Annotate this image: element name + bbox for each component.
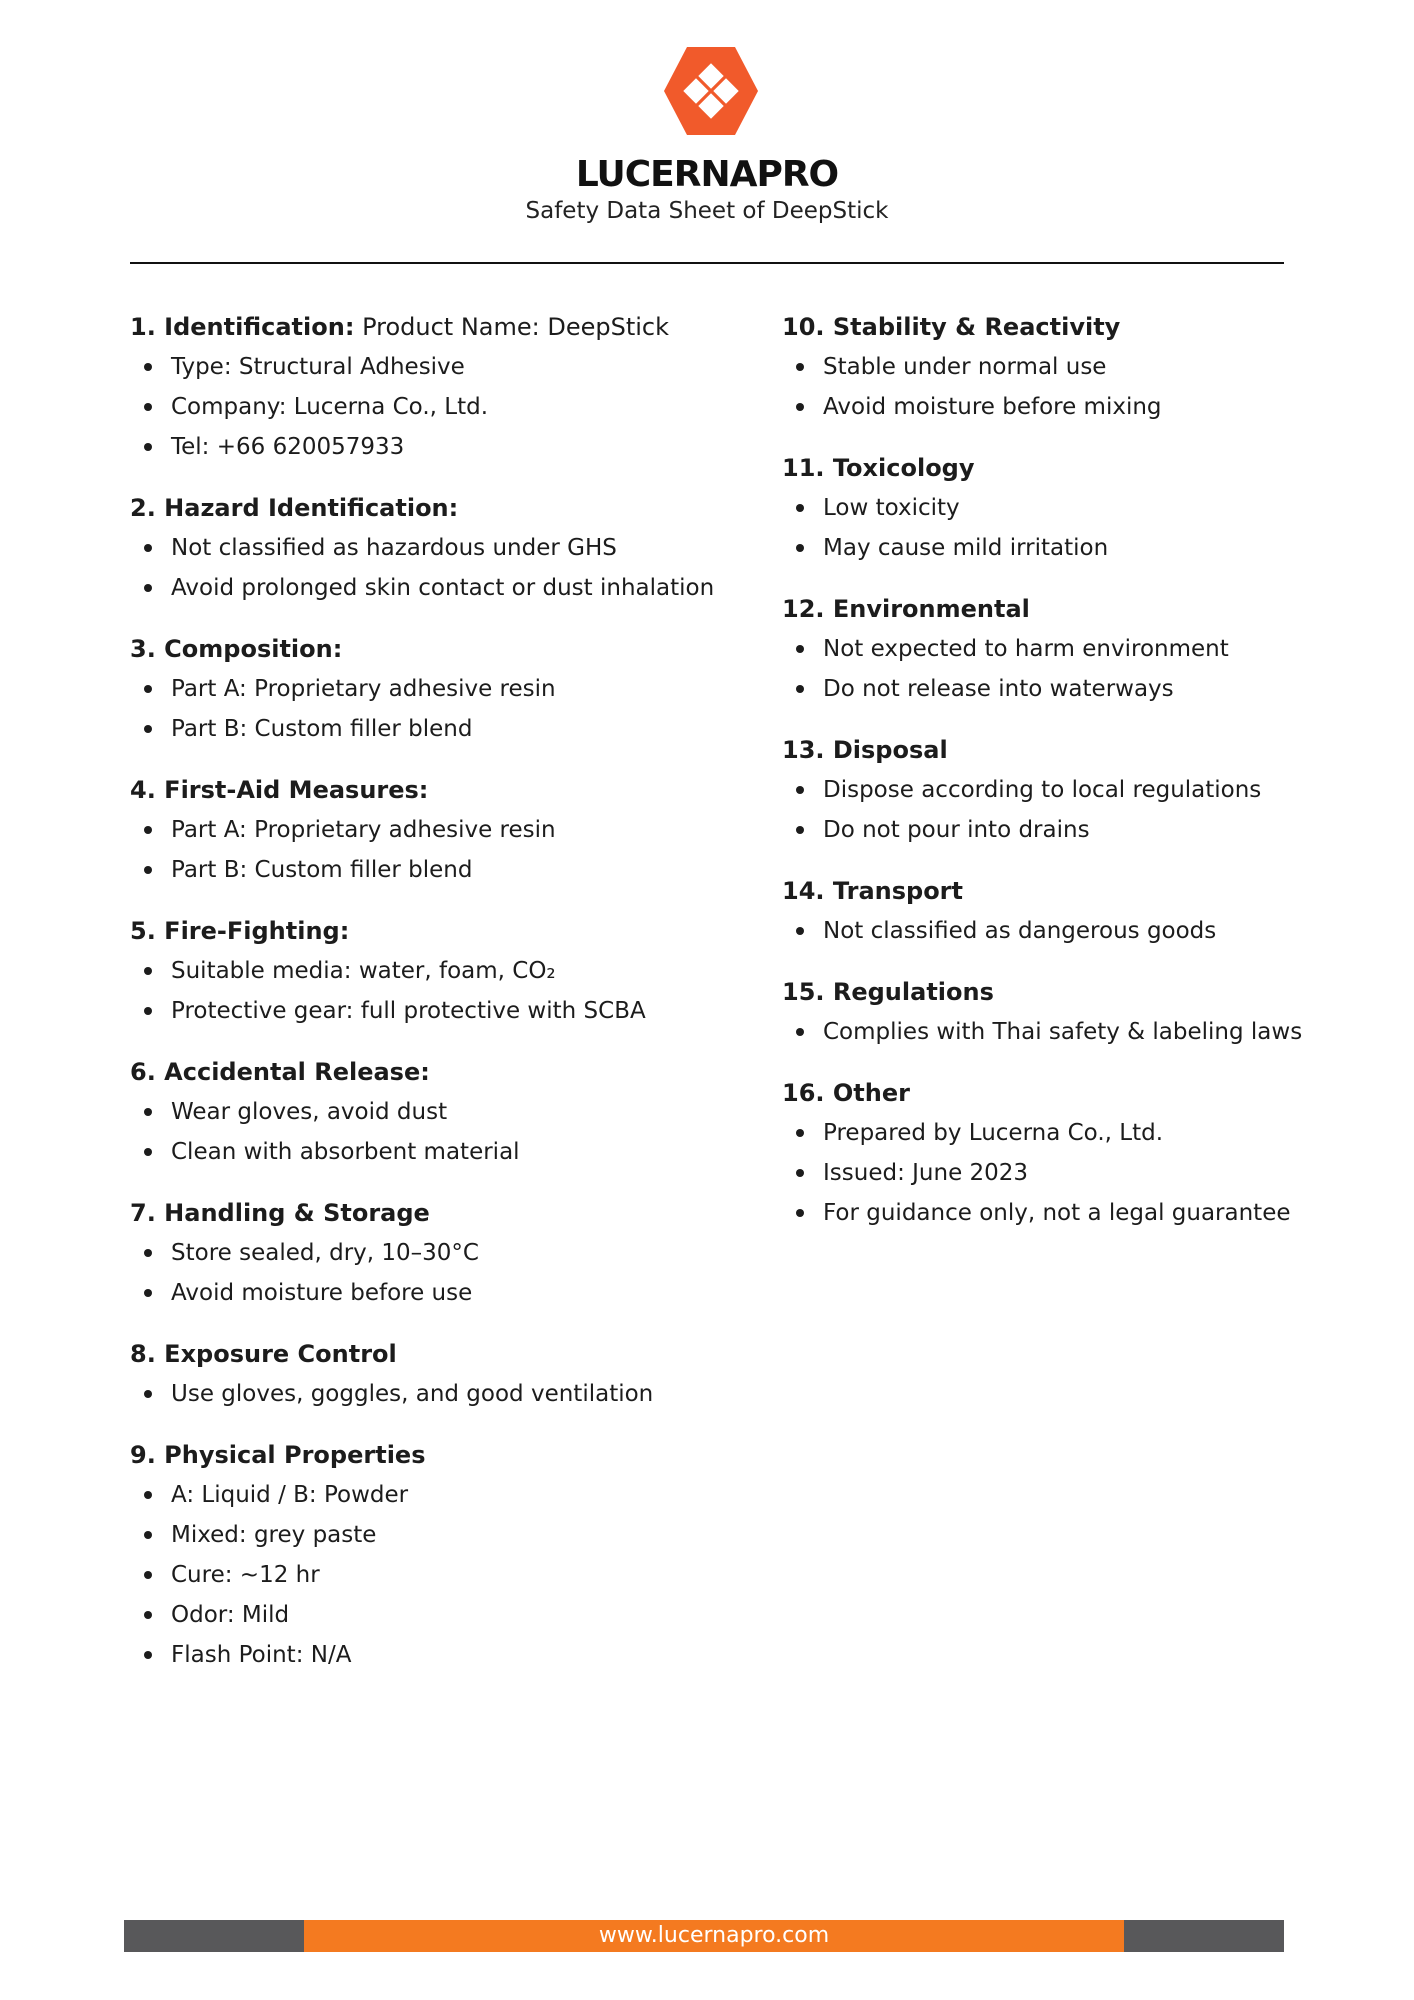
bullet-item: Clean with absorbent material [130, 1132, 750, 1172]
bullet-item: Prepared by Lucerna Co., Ltd. [782, 1113, 1402, 1153]
section-bullet-list [782, 1012, 1402, 1052]
section-heading [782, 307, 1402, 347]
section-heading [782, 730, 1402, 770]
bullet-item: Flash Point: N/A [130, 1635, 750, 1675]
section-bullet-list [782, 488, 1402, 568]
sds-section [782, 1073, 1402, 1233]
section-heading [782, 589, 1402, 629]
section-title: 15. Regulations [782, 978, 994, 1006]
sds-section [130, 1193, 750, 1313]
bullet-item: A: Liquid / B: Powder [130, 1475, 750, 1515]
section-title: 4. First-Aid Measures: [130, 776, 429, 804]
section-heading [130, 1052, 750, 1092]
section-bullet-list [782, 770, 1402, 850]
section-heading [782, 972, 1402, 1012]
bullet-item: Protective gear: full protective with SCBA [130, 991, 750, 1031]
bullet-item: Tel: +66 620057933 [130, 427, 750, 467]
sds-section [130, 1435, 750, 1675]
section-bullet-list [782, 629, 1402, 709]
section-bullet-list [782, 347, 1402, 427]
sds-section [782, 730, 1402, 850]
sds-section [782, 589, 1402, 709]
section-bullet-list [130, 528, 750, 608]
bullet-item: Part B: Custom filler blend [130, 850, 750, 890]
sds-section [130, 1052, 750, 1172]
section-heading [130, 1435, 750, 1475]
bullet-item: Low toxicity [782, 488, 1402, 528]
section-heading [130, 629, 750, 669]
sds-section [130, 1334, 750, 1414]
sds-section [782, 972, 1402, 1052]
section-bullet-list [130, 951, 750, 1031]
section-bullet-list [130, 1233, 750, 1313]
bullet-item: Use gloves, goggles, and good ventilation [130, 1374, 750, 1414]
section-title: 2. Hazard Identification: [130, 494, 459, 522]
sds-section [130, 488, 750, 608]
document-subtitle: Safety Data Sheet of DeepStick [525, 198, 889, 224]
footer-url-link[interactable]: www.lucernapro.com [304, 1920, 1124, 1952]
bullet-item: Store sealed, dry, 10–30°C [130, 1233, 750, 1273]
sds-section [130, 770, 750, 890]
bullet-item: Wear gloves, avoid dust [130, 1092, 750, 1132]
bullet-item: Cure: ~12 hr [130, 1555, 750, 1595]
sds-section [782, 307, 1402, 427]
sds-section [782, 871, 1402, 951]
section-bullet-list [782, 1113, 1402, 1233]
section-title: 10. Stability & Reactivity [782, 313, 1121, 341]
section-title: 13. Disposal [782, 736, 948, 764]
section-bullet-list [130, 669, 750, 749]
section-heading [130, 911, 750, 951]
section-heading [782, 448, 1402, 488]
section-title: 14. Transport [782, 877, 963, 905]
bullet-item: Part B: Custom filler blend [130, 709, 750, 749]
section-heading [130, 1193, 750, 1233]
section-heading [782, 871, 1402, 911]
bullet-item: Company: Lucerna Co., Ltd. [130, 387, 750, 427]
bullet-item: Dispose according to local regulations [782, 770, 1402, 810]
footer-bar [124, 1920, 1284, 1952]
bullet-item: May cause mild irritation [782, 528, 1402, 568]
section-title: 11. Toxicology [782, 454, 975, 482]
section-title: 1. Identification: [130, 313, 355, 341]
section-bullet-list [130, 1475, 750, 1675]
section-title: 3. Composition: [130, 635, 343, 663]
sds-section [130, 629, 750, 749]
bullet-item: Avoid moisture before use [130, 1273, 750, 1313]
sds-section [130, 307, 750, 467]
section-heading [130, 770, 750, 810]
section-title: 7. Handling & Storage [130, 1199, 430, 1227]
bullet-item: Stable under normal use [782, 347, 1402, 387]
left-column [130, 307, 750, 1696]
bullet-item: Avoid moisture before mixing [782, 387, 1402, 427]
bullet-item: Avoid prolonged skin contact or dust inhalation [130, 568, 750, 608]
section-bullet-list [130, 810, 750, 890]
bullet-item: Not classified as dangerous goods [782, 911, 1402, 951]
section-bullet-list [130, 347, 750, 467]
header-divider [130, 262, 1284, 264]
bullet-item: Do not pour into drains [782, 810, 1402, 850]
bullet-item: Type: Structural Adhesive [130, 347, 750, 387]
section-title: 9. Physical Properties [130, 1441, 426, 1469]
bullet-item: Not classified as hazardous under GHS [130, 528, 750, 568]
bullet-item: Suitable media: water, foam, CO₂ [130, 951, 750, 991]
section-title: 5. Fire-Fighting: [130, 917, 350, 945]
section-heading [130, 488, 750, 528]
section-bullet-list [130, 1374, 750, 1414]
bullet-item: Complies with Thai safety & labeling laws [782, 1012, 1402, 1052]
bullet-item: Part A: Proprietary adhesive resin [130, 669, 750, 709]
bullet-item: Issued: June 2023 [782, 1153, 1402, 1193]
section-inline-text: Product Name: DeepStick [354, 313, 669, 341]
section-title: 12. Environmental [782, 595, 1030, 623]
section-title: 8. Exposure Control [130, 1340, 397, 1368]
bullet-item: Part A: Proprietary adhesive resin [130, 810, 750, 850]
section-heading [130, 307, 750, 347]
bullet-item: Mixed: grey paste [130, 1515, 750, 1555]
sds-section [130, 911, 750, 1031]
bullet-item: For guidance only, not a legal guarantee [782, 1193, 1402, 1233]
section-heading [782, 1073, 1402, 1113]
brand-name: LUCERNAPRO [575, 154, 839, 195]
bullet-item: Do not release into waterways [782, 669, 1402, 709]
section-title: 16. Other [782, 1079, 910, 1107]
bullet-item: Not expected to harm environment [782, 629, 1402, 669]
section-title: 6. Accidental Release: [130, 1058, 430, 1086]
sds-section [782, 448, 1402, 568]
section-bullet-list [782, 911, 1402, 951]
section-bullet-list [130, 1092, 750, 1172]
lucernapro-logo-icon [662, 45, 760, 137]
section-heading [130, 1334, 750, 1374]
right-column [782, 307, 1402, 1254]
bullet-item: Odor: Mild [130, 1595, 750, 1635]
